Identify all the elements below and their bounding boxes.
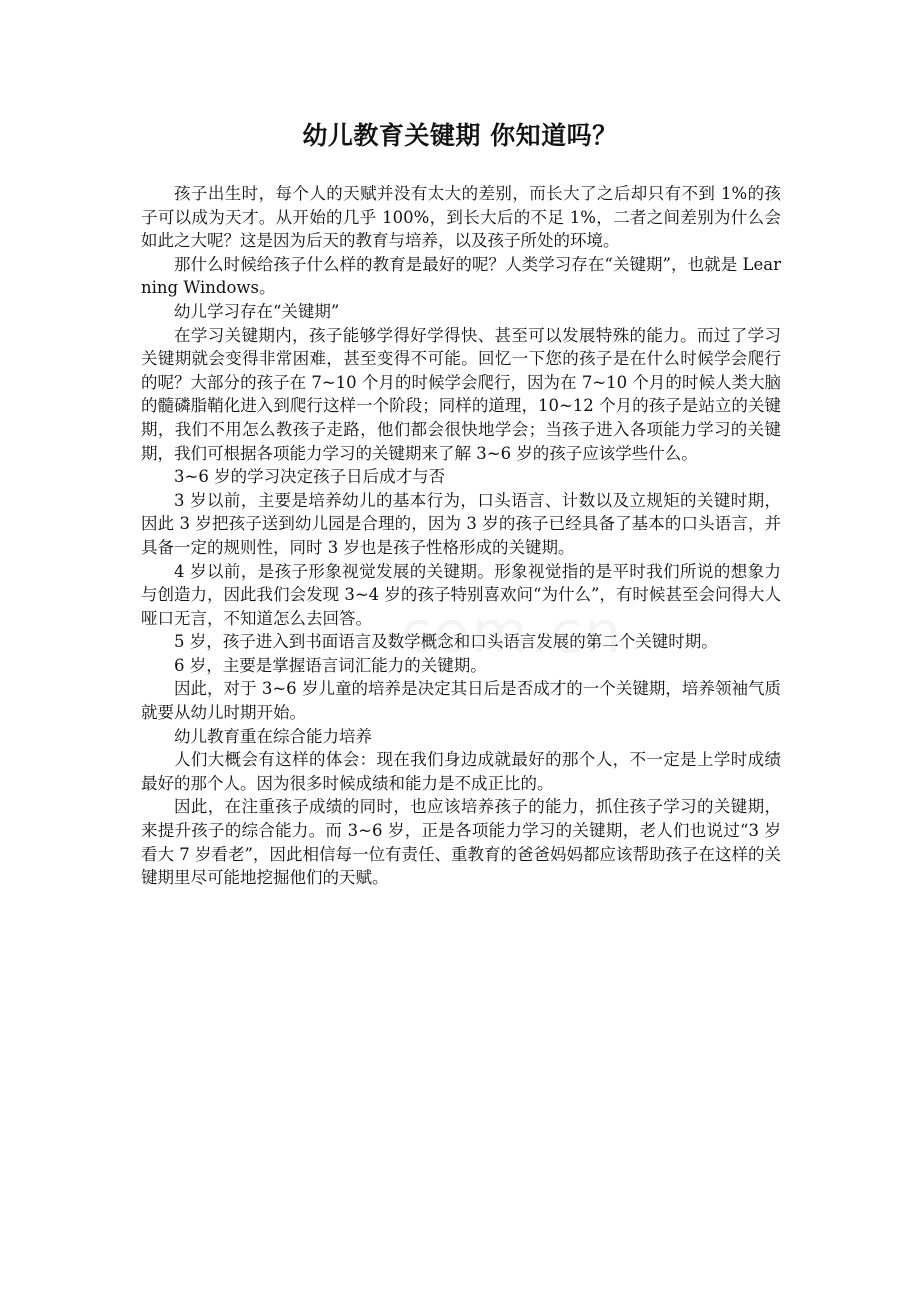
- paragraph-question: 那什么时候给孩子什么样的教育是最好的呢？人类学习存在“关键期”，也就是 Learning Windows。: [141, 254, 781, 298]
- paragraph-age-6: 6 岁，主要是掌握语言词汇能力的关键期。: [174, 655, 487, 675]
- document-body: [141, 182, 781, 890]
- paragraph-age-4: 4 岁以前，是孩子形象视觉发展的关键期。形象视觉指的是平时我们所说的想象力与创造力，因此我们会发现 3~4 岁的孩子特别喜欢问“为什么”，有时候甚至会问得大人哑口无言，不知道怎么去回答。: [141, 561, 781, 628]
- section-heading-age-3-6: 3~6 岁的学习决定孩子日后成才与否: [174, 467, 446, 487]
- section-heading-comprehensive: 幼儿教育重在综合能力培养: [174, 726, 372, 746]
- paragraph-age-3: 3 岁以前，主要是培养幼儿的基本行为，口头语言、计数以及立规矩的关键时期，因此 3 岁把孩子送到幼儿园是合理的，因为 3 岁的孩子已经具备了基本的口头语言，并具备一定的规则性，同时 3 岁也是孩子性格形成的关键期。: [141, 490, 781, 557]
- paragraph-conclusion-age: 因此，对于 3~6 岁儿童的培养是决定其日后是否成才的一个关键期，培养领袖气质就要从幼儿时期开始。: [141, 679, 781, 723]
- paragraph-final: 因此，在注重孩子成绩的同时，也应该培养孩子的能力，抓住孩子学习的关键期，来提升孩子的综合能力。而 3~6 岁，正是各项能力学习的关键期，老人们也说过“3 岁看大 7 岁看老”，因此相信每一位有责任、重教育的爸爸妈妈都应该帮助孩子在这样的关键期里尽可能地挖掘他们的天赋。: [141, 797, 781, 888]
- paragraph-critical-period: 在学习关键期内，孩子能够学得好学得快、甚至可以发展特殊的能力。而过了学习关键期就会变得非常困难，甚至变得不可能。回忆一下您的孩子是在什么时候学会爬行的呢？大部分的孩子在 7~10 个月的时候学会爬行，因为在 7~10 个月的时候人类大脑的髓磷脂鞘化进入到爬行这样一个阶段；同样的道理，10~12 个月的孩子是站立的关键期，我们不用怎么教孩子走路，他们都会很快地学会；当孩子进入各项能力学习的关键期，我们可根据各项能力学习的关键期来了解 3~6 岁的孩子应该学些什么。: [141, 325, 781, 463]
- paragraph-intro: 孩子出生时，每个人的天赋并没有太大的差别，而长大了之后却只有不到 1%的孩子可以成为天才。从开始的几乎 100%，到长大后的不足 1%，二者之间差别为什么会如此之大呢？这是因为后天的教育与培养，以及孩子所处的环境。: [141, 184, 781, 251]
- paragraph-age-5: 5 岁，孩子进入到书面语言及数学概念和口头语言发展的第二个关键时期。: [174, 632, 718, 652]
- section-heading-critical-period: 幼儿学习存在“关键期”: [174, 301, 340, 321]
- document-title: 幼儿教育关键期 你知道吗？: [302, 121, 618, 150]
- paragraph-experience: 人们大概会有这样的体会：现在我们身边成就最好的那个人，不一定是上学时成绩最好的那个人。因为很多时候成绩和能力是不成正比的。: [141, 750, 781, 793]
